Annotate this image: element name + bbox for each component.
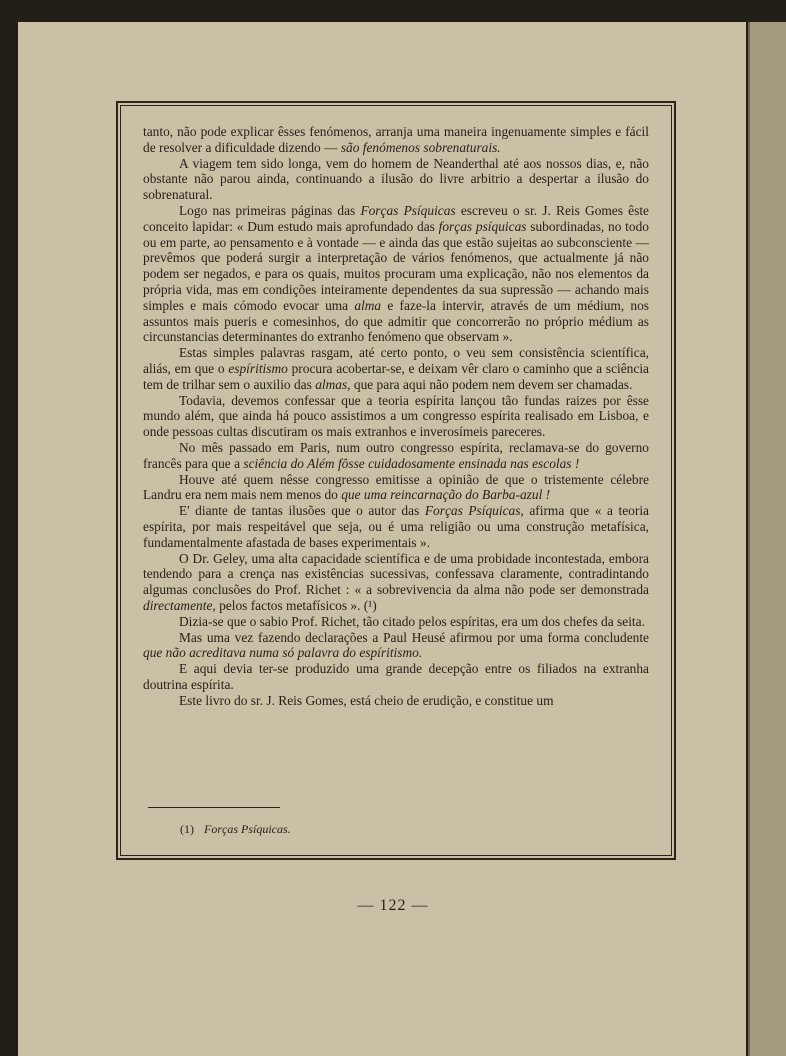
text-run: procura acobertar-se, e deixam vêr claro o caminho que a sciência tem de trilhar sem o auxilio das — [143, 360, 649, 392]
text-run: Mas uma vez fazendo declarações a Paul Heusé afirmou por uma forma concludente — [179, 629, 649, 645]
body-text — [143, 124, 649, 708]
italic-run: directamente, — [143, 597, 216, 613]
italic-run: almas, — [315, 376, 351, 392]
footnote-number: (1) — [180, 822, 194, 836]
text-run: pelos factos metafísicos ». (¹) — [215, 597, 377, 613]
text-run: Logo nas primeiras páginas das — [179, 202, 361, 218]
paragraph — [143, 440, 649, 472]
italic-run: sciência do Além fôsse cuidadosamente ensinada nas escolas ! — [243, 455, 580, 471]
paragraph — [143, 630, 649, 662]
text-run: No mês passado em Paris, num outro congresso espírita, reclamava-se do governo francês para que a — [143, 439, 649, 471]
italic-run: alma — [354, 297, 382, 313]
paragraph — [143, 551, 649, 614]
page-number: — 122 — — [357, 897, 429, 914]
paragraph — [143, 503, 649, 550]
text-run: E aqui devia ter-se produzido uma grande decepção entre os filiados na extranha doutrina espírita. — [143, 661, 649, 692]
paragraph — [143, 156, 649, 203]
paragraph — [143, 345, 649, 392]
footnote-divider — [148, 807, 280, 808]
text-run: que para aqui não podem nem devem ser chamadas. — [350, 376, 633, 392]
italic-run: Forças Psíquicas — [360, 202, 456, 218]
text-run: Todavia, devemos confessar que a teoria espírita lançou tão fundas raizes por êsse mundo além, que ainda há pouco assistimos a um congresso espírita realisado em Lisboa, e onde pessoas cultas discutiram os mais extranhos e inverosímeis pareceres. — [143, 392, 649, 440]
text-run: A viagem tem sido longa, vem do homem de Neanderthal até aos nossos dias, e, não obstante não parou ainda, continuando a ilusão do livre arbitrio a despertar a ilusão do sobrenatural. — [143, 155, 649, 203]
paragraph — [143, 661, 649, 693]
text-run: Este livro do sr. J. Reis Gomes, está cheio de erudição, e constitue um — [179, 692, 554, 708]
text-run: subordinadas, no todo ou em parte, ao pensamento e à vontade — e ainda das que estão sujeitas ao subconsciente — prevêmos que poderá surgir a interpretação de vários fenómenos, que actualmente já não podem ser negados, e para os quais, muitos procuram uma explicação, não nos elementos da própria vida, mas em condições inteiramente dependentes da sua supressão — achando mais simples e mais cómodo evocar uma — [143, 218, 649, 313]
footnote-text: Forças Psíquicas. — [204, 822, 291, 836]
text-run: e faze-la intervir, através de um médium, nos assuntos mais pueris e comesinhos, do que admitir que concorrerão no próprio médium as circunstancias determinantes do extranho fenómeno que observam ». — [143, 297, 649, 345]
paragraph — [143, 614, 649, 630]
paragraph — [143, 472, 649, 504]
italic-run: Forças Psíquicas, — [424, 503, 524, 519]
text-run: E' diante de tantas ilusões que o autor das — [179, 503, 425, 519]
text-run: afirma que « a teoria espírita, por mais respeitável que seja, ou é uma religião ou uma construção metafísica, fundamentalmente afastada de bases experimentais ». — [143, 503, 649, 550]
text-run: Estas simples palavras rasgam, até certo ponto, o veu sem consistência scientífica, aliás, em que o — [143, 345, 649, 376]
paragraph — [143, 393, 649, 440]
italic-run: que uma reincarnação do Barba-azul ! — [341, 487, 551, 503]
text-run: escreveu o sr. J. Reis Gomes êste conceito lapidar: « Dum estudo mais aprofundado das — [143, 202, 649, 234]
text-run: Houve até quem nêsse congresso emitisse a opinião de que o tristemente célebre Landru era nem mais nem menos do — [143, 471, 649, 503]
paragraph — [143, 203, 649, 345]
text-run: Dizia-se que o sabio Prof. Richet, tão citado pelos espíritas, era um dos chefes da seita. — [179, 613, 645, 629]
footnote — [180, 822, 291, 837]
paragraph — [143, 124, 649, 156]
text-run: tanto, não pode explicar êsses fenómenos, arranja uma maneira ingenuamente simples e fácil de resolver a dificuldade dizendo — — [143, 124, 649, 155]
text-run: O Dr. Geley, uma alta capacidade scientífica e de uma probidade incontestada, embora tendendo para a crença nas existências sucessivas, confessava claramente, contradintando algumas conclusões do Prof. Richet : « a sobrevivencia da alma não pode ser demonstrada — [143, 550, 649, 598]
italic-run: espíritismo — [228, 360, 288, 376]
italic-run: são fenómenos sobrenaturais. — [340, 139, 501, 155]
italic-run: que não acreditava numa só palavra do espíritismo. — [143, 645, 423, 661]
paragraph — [143, 693, 649, 709]
italic-run: forças psíquicas — [438, 218, 527, 234]
